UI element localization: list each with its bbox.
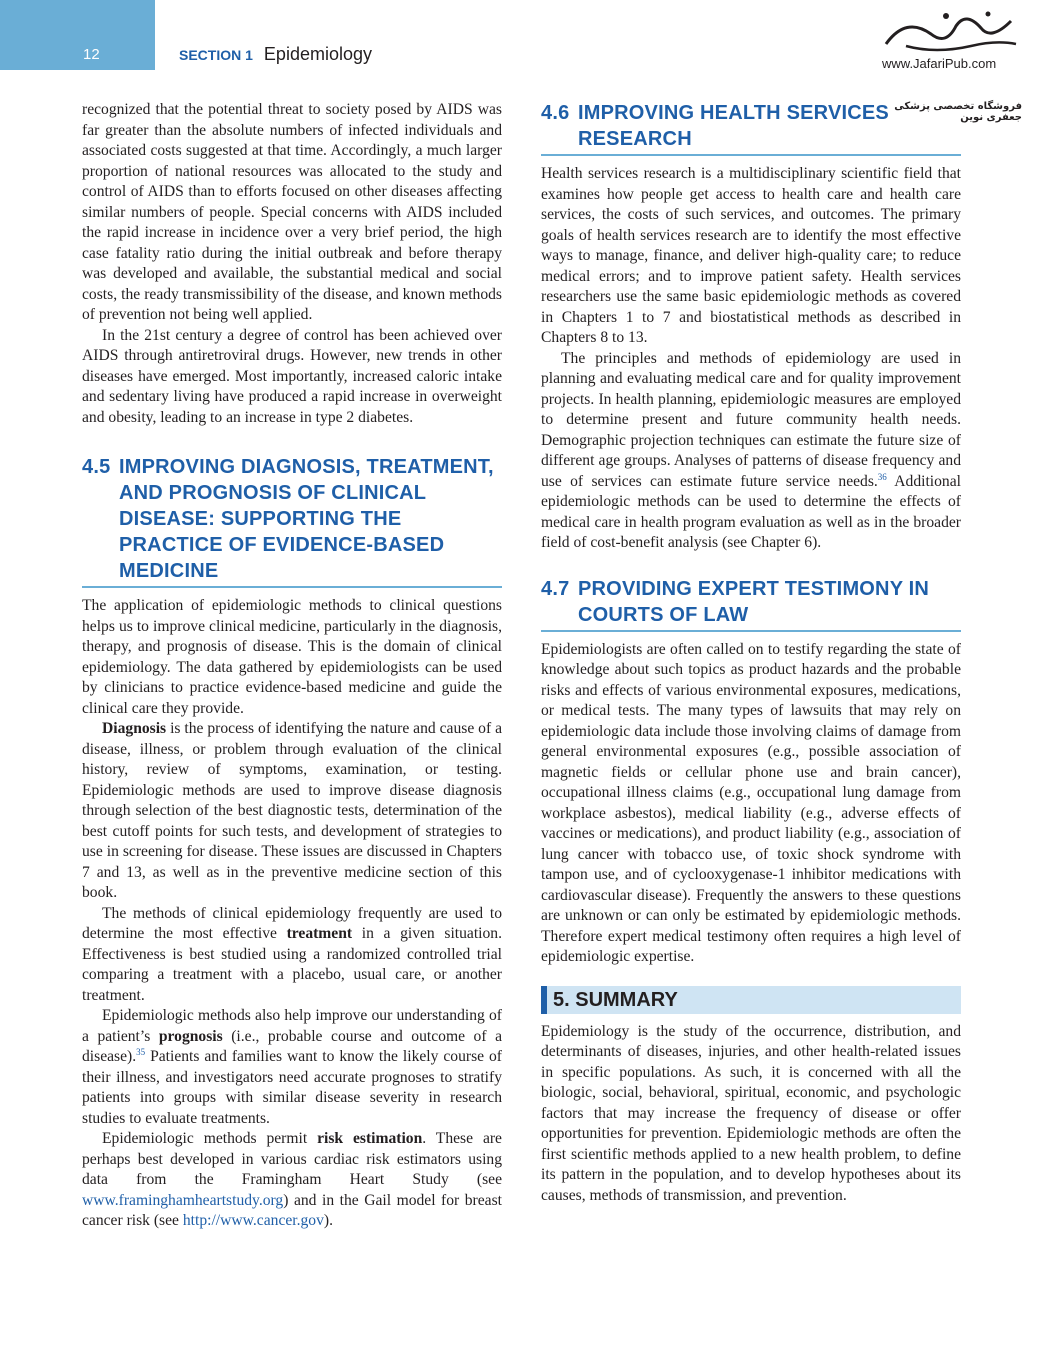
paragraph: Health services research is a multidisciplinary scientific field that examines how people get access to health care and health care services, the costs of such services, and outcomes. The primary goals of health services research are to identify the most effective ways to manage, finance, and deliver high-quality care; to reduce medical errors; and to improve patient safety. Health services researchers use the same basic epidemiologic methods as covered in Chapters 1 to 7 and biostatistical methods as described in Chapters 8 to 13. — [541, 165, 961, 346]
paragraph-text: is the process of identifying the nature and cause of a disease, illness, or problem through evaluation of the clinical history, review of symptoms, examination, or testing. Epidemiologic methods are used to improve disease diagnosis through selection of the best diagnostic tests, determination of the best cutoff points for such tests, and development of strategies to use in screening for disease. These issues are discussed in Chapters 7 and 13, as well as in the preventive medicine section of this book. — [82, 720, 502, 901]
paragraph — [82, 719, 502, 904]
section-heading-summary: 5. SUMMARY — [541, 986, 961, 1014]
paragraph-text: . These are perhaps best developed in various cardiac risk estimators using data from the Framingham Heart Study (see — [82, 1130, 502, 1188]
heading-number: 4.5 — [82, 456, 111, 478]
paragraph — [541, 349, 961, 554]
heading-text: PROVIDING EXPERT TESTIMONY IN COURTS OF LAW — [578, 577, 930, 626]
paragraph-text: Patients and families want to know the likely course of their illness, and investigators need accurate prognoses to stratify patients into groups with similar disease severity in research studies to evaluate treatments. — [82, 1048, 502, 1127]
framingham-link[interactable]: www.framinghamheartstudy.org — [82, 1191, 284, 1209]
publisher-store-name: فروشگاه تخصصی پزشکی جعفری نوین — [894, 101, 1022, 123]
section-heading-4-6 — [541, 100, 961, 156]
paragraph-text: The methods of clinical epidemiology frequently are used to determine the most effective — [82, 904, 502, 942]
paragraph — [82, 1129, 502, 1232]
heading-number: 4.6 — [541, 102, 570, 124]
right-column — [541, 100, 961, 1206]
term-prognosis: prognosis — [158, 1027, 223, 1045]
paragraph: The application of epidemiologic methods to clinical questions helps us to improve clinical medicine, particularly in the diagnosis, therapy, and prognosis of disease. This is the domain of clinical epidemiology. The data gathered by epidemiologists can be used by clinicians to practice evidence-based medicine and guide the clinical care they provide. — [82, 597, 502, 717]
heading-number: 4.7 — [541, 577, 570, 600]
paragraph-text: Additional epidemiologic methods can be used to determine the effects of medical care in health program evaluation as well as in the broader field of cost-benefit analysis (see Chapter 6). — [541, 472, 961, 551]
paragraph-text: The principles and methods of epidemiology are used in planning and evaluating medical care and for quality improvement projects. In health planning, epidemiologic measures are employed to determine present and future community health needs. Demographic projection techniques can estimate the future size of different age groups. Analyses of patterns of disease frequency and use of services can estimate future service needs. — [541, 349, 961, 490]
paragraph-text: (i.e., probable course and outcome of a disease). — [82, 1027, 502, 1065]
paragraph: Epidemiology is the study of the occurrence, distribution, and determinants of diseases, injuries, and other health-related issues in specific populations. As such, it is concerned with all the biologic, social, behavioral, spiritual, economic, and psychologic factors that may increase the frequency of disease or offer opportunities for prevention. Epidemiologic methods are often the first scientific methods applied to a new health problem, to define its pattern in the population, and to develop hypotheses about its causes, methods of transmission, and prevention. — [541, 1022, 961, 1204]
page-number-tab — [0, 0, 155, 70]
term-treatment: treatment — [286, 925, 353, 942]
publisher-logo-icon — [876, 6, 1026, 56]
cancer-gov-link[interactable]: http://www.cancer.gov — [182, 1212, 324, 1229]
section-heading-4-5 — [82, 454, 502, 588]
paragraph-text: ). — [323, 1212, 333, 1229]
paragraph-text: ) and in the Gail model for breast cancer risk (see — [82, 1191, 502, 1229]
paragraph: In the 21st century a degree of control has been achieved over AIDS through antiretroviral drugs. However, new trends in other diseases have emerged. Most importantly, increased caloric intake and sedentary living have produced a rapid increase in overweight and obesity, leading to an increase in type 2 diabetes. — [82, 326, 502, 426]
section-heading-4-7 — [541, 576, 961, 632]
paragraph-text: Epidemiologic methods permit — [102, 1130, 318, 1147]
reference-36[interactable]: 36 — [877, 471, 887, 482]
paragraph: recognized that the potential threat to society posed by AIDS was far greater than the absolute numbers of infected individuals and associated costs suggested at that time. Accordingly, a much larger proportion of national resources was allocated to the study and control of AIDS than to efforts focused on other diseases affecting similar numbers of people. Special concerns with AIDS included the rapid increase in incidence over a very brief period, the high case fatality ratio during the initial outbreak and before therapy was developed and available, the substantial medical and social costs, the ready transmissibility of the disease, and known methods of prevention not being well applied. — [82, 101, 502, 323]
paragraph — [82, 1006, 502, 1129]
paragraph — [82, 904, 502, 1007]
paragraph-text: in a given situation. Effectiveness is best studied using a randomized controlled trial comparing a treatment with a placebo, usual care, or another treatment. — [82, 925, 502, 1004]
heading-text: IMPROVING HEALTH SERVICES RESEARCH — [578, 102, 889, 150]
heading-text: IMPROVING DIAGNOSIS, TREATMENT, AND PROGNOSIS OF CLINICAL DISEASE: SUPPORTING THE PRACTICE OF EVIDENCE-BASED MEDICINE — [119, 456, 494, 582]
term-risk-estimation: risk estimation — [317, 1130, 423, 1147]
term-diagnosis: Diagnosis — [102, 720, 167, 737]
left-column — [82, 100, 502, 1232]
section-title: Epidemiology — [263, 44, 372, 64]
section-label: SECTION 1 — [179, 47, 253, 63]
paragraph-text: Epidemiologic methods also help improve our understanding of a patient’s — [82, 1007, 502, 1045]
paragraph: Epidemiologists are often called on to testify regarding the state of knowledge about such topics as product hazards and the probable risks and effects of various environmental exposures, medications, or medical tests. The many types of lawsuits that may rely on epidemiologic data include those involving claims of damage from general environmental exposures (e.g., possible association of magnetic fields or cellular phone use and brain cancer), occupational illness claims (e.g., occupational lung damage from workplace asbestos), medical liability (e.g., adverse effects of vaccines or medications), and product liability (e.g., association of lung cancer with tobacco use, of toxic shock syndrome with tampon use, and of cyclooxygenase-1 inhibitor medications with cardiovascular disease). Frequently the answers to these questions are unknown or can only be estimated by epidemiologic methods. Therefore expert medical testimony often requires a high level of epidemiologic expertise. — [541, 640, 961, 965]
page-number: 12 — [83, 46, 100, 63]
running-header — [179, 44, 372, 65]
reference-35[interactable]: 35 — [136, 1046, 146, 1057]
publisher-url: www.JafariPub.com — [882, 56, 997, 71]
